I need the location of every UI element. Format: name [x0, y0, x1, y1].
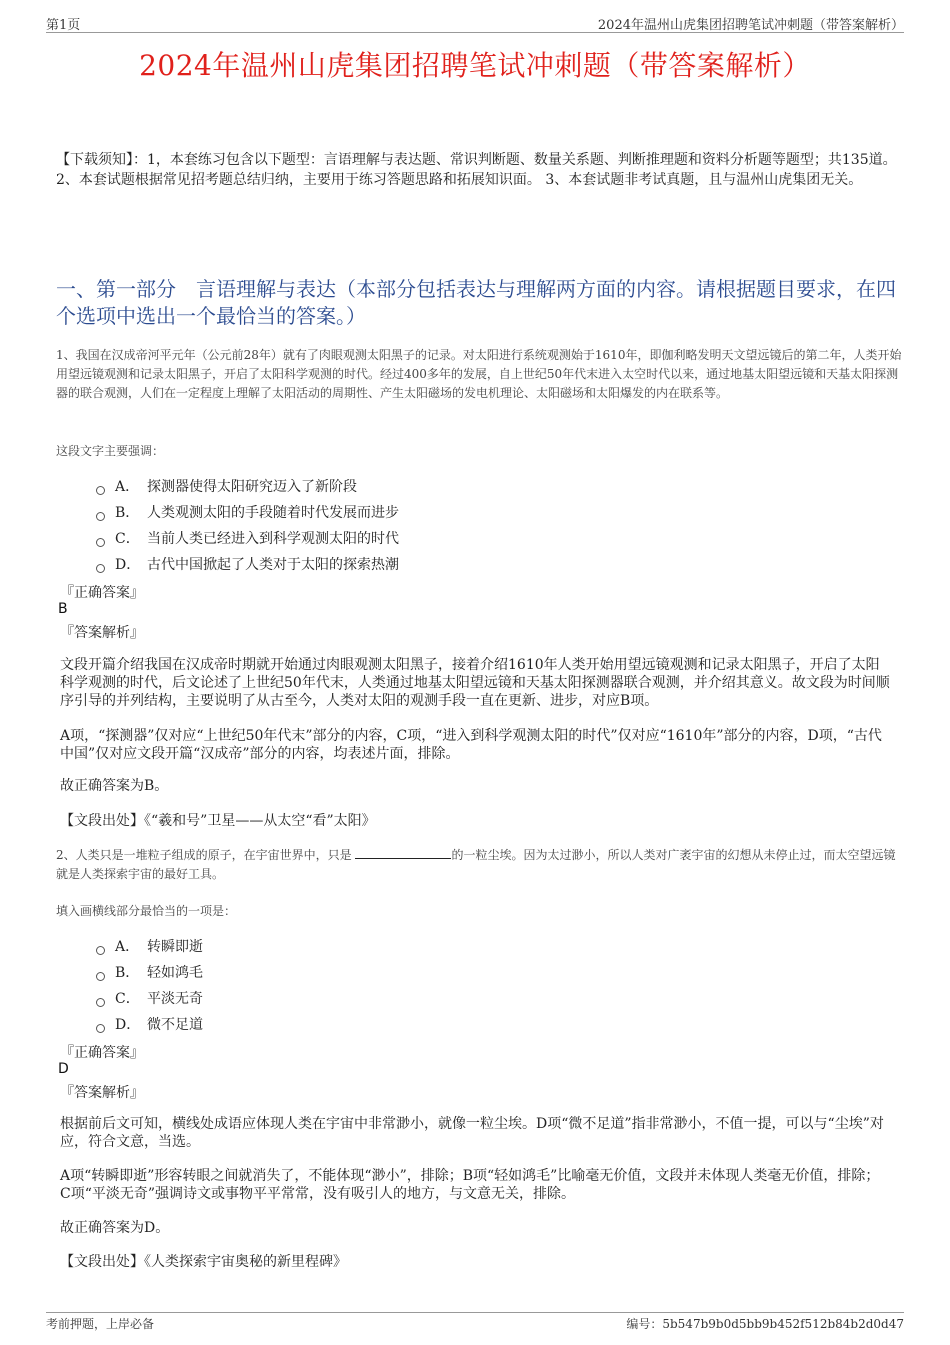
option-a[interactable]: A． 探测器使得太阳研究迈入了新阶段: [96, 474, 399, 500]
download-notice: 【下载须知】：1，本套练习包含以下题型：言语理解与表达题、常识判断题、数量关系题、判断推理题和资料分析题等题型；共135道。 2、本套试题根据常见招考题总结归纳，主要用于练习答题思路和拓展知识面。 3、本套试题非考试真题，且与温州山虎集团无关。: [56, 152, 897, 188]
option-a[interactable]: A． 转瞬即逝: [96, 934, 203, 960]
radio-icon[interactable]: [96, 946, 105, 955]
analysis-paragraph: A项“转瞬即逝”形容转眼之间就消失了，不能体现“渺小”，排除；B项“轻如鸿毛”比喻毫无价值，文段并未体现人类毫无价值，排除；C项“平淡无奇”强调诗文或事物平平常常，没有吸引人的地方，与文意无关，排除。: [60, 1168, 880, 1202]
section-heading: 一、第一部分 言语理解与表达（本部分包括表达与理解两方面的内容。请根据题目要求，在四个选项中选出一个最恰当的答案。）: [56, 277, 896, 328]
analysis-paragraph: 根据前后文可知，横线处成语应体现人类在宇宙中非常渺小，就像一粒尘埃。D项“微不足道”指非常渺小，不值一提，可以与“尘埃”对应，符合文意，当选。: [60, 1116, 884, 1150]
page-footer: [46, 1312, 904, 1332]
source-citation: 【文段出处】《人类探索宇宙奥秘的新里程碑》: [60, 1254, 347, 1270]
radio-icon[interactable]: [96, 564, 105, 573]
radio-icon[interactable]: [96, 998, 105, 1007]
radio-icon[interactable]: [96, 486, 105, 495]
question-1-prompt: 这段文字主要强调：: [56, 444, 165, 458]
page-title: 2024年温州山虎集团招聘笔试冲刺题（带答案解析）: [139, 49, 811, 82]
option-d[interactable]: D． 微不足道: [96, 1012, 203, 1038]
correct-answer-label: 『正确答案』: [60, 585, 144, 601]
question-1-text: 1、我国在汉成帝河平元年（公元前28年）就有了肉眼观测太阳黑子的记录。对太阳进行系统观测始于1610年，即伽利略发明天文望远镜后的第二年，人类开始用望远镜观测和记录太阳黑子，开启了太阳科学观测的时代。经过400多年的发展，自上世纪50年代末进入太空时代以来，通过地基太阳望远镜和天基太阳探测器的联合观测，人们在一定程度上理解了太阳活动的周期性、产生太阳磁场的发电机理论、太阳磁场和太阳爆发的内在联系等。: [56, 348, 902, 400]
question-1-options: [96, 474, 399, 578]
analysis-paragraph: A项，“探测器”仅对应“上世纪50年代末”部分的内容，C项，“进入到科学观测太阳的时代”仅对应“1610年”部分的内容，D项，“古代中国”仅对应文段开篇“汉成帝”部分的内容，均表述片面，排除。: [60, 728, 882, 762]
page-header: [46, 14, 904, 33]
option-b[interactable]: B． 轻如鸿毛: [96, 960, 203, 986]
analysis-label: 『答案解析』: [60, 625, 144, 641]
radio-icon[interactable]: [96, 538, 105, 547]
option-b[interactable]: B． 人类观测太阳的手段随着时代发展而进步: [96, 500, 399, 526]
correct-answer-label: 『正确答案』: [60, 1045, 144, 1061]
fill-blank: [355, 847, 451, 859]
header-doc-title: 2024年温州山虎集团招聘笔试冲刺题（带答案解析）: [597, 18, 904, 33]
question-2-prompt: 填入画横线部分最恰当的一项是：: [56, 904, 237, 918]
option-c[interactable]: C． 平淡无奇: [96, 986, 203, 1012]
page-number: 第1页: [46, 18, 81, 33]
footer-slogan: 考前押题，上岸必备: [46, 1317, 155, 1331]
analysis-conclusion: 故正确答案为B。: [60, 778, 169, 794]
correct-answer-value: D: [58, 1061, 69, 1077]
correct-answer-value: B: [58, 601, 68, 617]
source-citation: 【文段出处】《“羲和号”卫星——从太空“看”太阳》: [60, 813, 376, 829]
option-d[interactable]: D． 古代中国掀起了人类对于太阳的探索热潮: [96, 552, 399, 578]
question-2-options: [96, 934, 203, 1038]
analysis-conclusion: 故正确答案为D。: [60, 1220, 170, 1236]
option-c[interactable]: C． 当前人类已经进入到科学观测太阳的时代: [96, 526, 399, 552]
document-id: 编号：5b547b9b0d5bb9b452f512b84b2d0d47: [626, 1317, 904, 1331]
radio-icon[interactable]: [96, 972, 105, 981]
question-2-text: 2、人类只是一堆粒子组成的原子，在宇宙世界中，只是 的一粒尘埃。因为太过渺小，所以人类对广袤宇宙的幻想从未停止过，而太空望远镜就是人类探索宇宙的最好工具。: [56, 848, 896, 881]
radio-icon[interactable]: [96, 512, 105, 521]
analysis-paragraph: 文段开篇介绍我国在汉成帝时期就开始通过肉眼观测太阳黑子，接着介绍1610年人类开始用望远镜观测和记录太阳黑子，开启了太阳科学观测的时代，后文论述了上世纪50年代末，人类通过地基太阳望远镜和天基太阳探测器联合观测，并介绍其意义。故文段为时间顺序引导的并列结构，主要说明了从古至今，人类对太阳的观测手段一直在更新、进步，对应B项。: [60, 657, 890, 709]
analysis-label: 『答案解析』: [60, 1085, 144, 1101]
radio-icon[interactable]: [96, 1024, 105, 1033]
